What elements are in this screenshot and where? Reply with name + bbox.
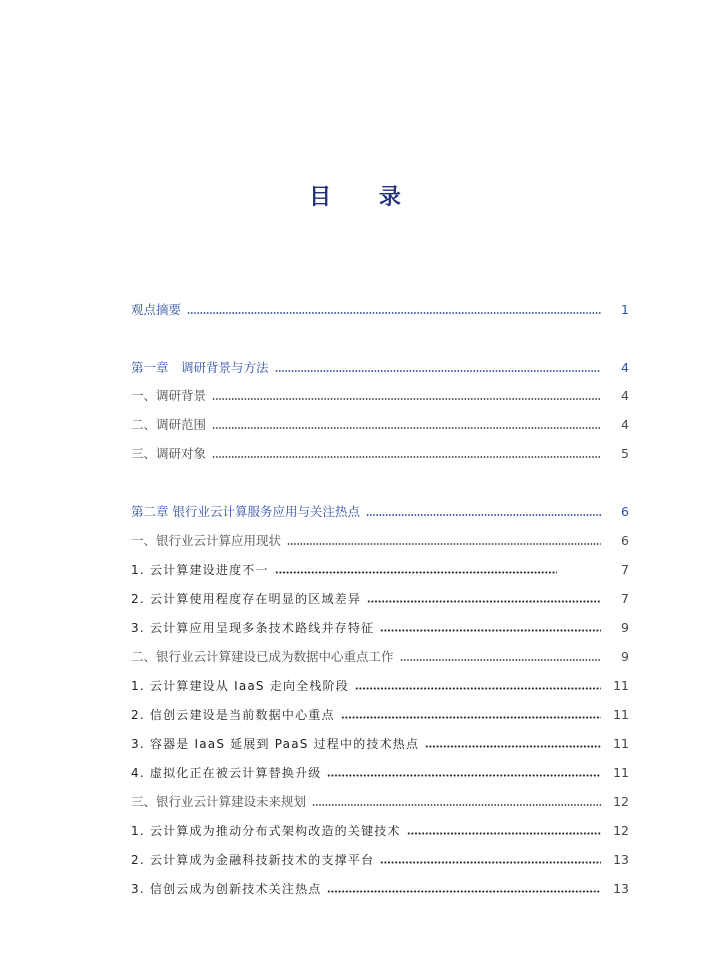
toc-entry-label: 3. 容器是 IaaS 延展到 PaaS 过程中的技术热点 <box>131 737 420 751</box>
toc-entry[interactable] <box>131 589 629 609</box>
toc-entry-label: 三、调研对象 <box>131 446 207 461</box>
toc-entry-label: 2. 云计算使用程度存在明显的区域差异 <box>131 592 362 606</box>
toc-page-number: 11 <box>613 765 629 780</box>
toc-entry-label: 2. 云计算成为金融科技新技术的支撑平台 <box>131 853 375 867</box>
toc-entry[interactable] <box>131 444 629 464</box>
toc-dot-leader <box>275 370 601 372</box>
toc-entry-label: 3. 云计算应用呈现多条技术路线并存特征 <box>131 621 375 635</box>
toc-entry[interactable] <box>131 763 629 783</box>
toc-entry-label: 第一章 调研背景与方法 <box>131 360 269 375</box>
toc-entry[interactable] <box>131 792 629 812</box>
toc-page-number: 9 <box>621 620 629 635</box>
toc-dot-leader <box>400 659 601 661</box>
toc-entry[interactable] <box>131 531 629 551</box>
toc-entry-label: 二、银行业云计算建设已成为数据中心重点工作 <box>131 649 394 664</box>
toc-entry[interactable] <box>131 821 629 841</box>
toc-page-number: 5 <box>621 446 629 461</box>
toc-entry[interactable] <box>131 879 629 899</box>
toc-page-number: 1 <box>621 302 629 317</box>
toc-dot-leader <box>312 804 601 806</box>
toc-entry[interactable] <box>131 705 629 725</box>
toc-entry-label: 三、银行业云计算建设未来规划 <box>131 794 307 809</box>
toc-page-number: 9 <box>621 649 629 664</box>
toc-dot-leader <box>327 774 601 777</box>
toc-dot-leader <box>212 398 601 400</box>
toc-dot-leader <box>407 832 601 835</box>
toc-dot-leader <box>212 427 601 429</box>
toc-page-number: 11 <box>613 707 629 722</box>
toc-entry-label: 一、银行业云计算应用现状 <box>131 533 282 548</box>
toc-entry-label: 2. 信创云建设是当前数据中心重点 <box>131 708 335 722</box>
page-title: 目 录 <box>309 184 421 210</box>
toc-dot-leader <box>327 890 601 893</box>
toc-entry[interactable] <box>131 676 629 696</box>
toc-dot-leader <box>367 600 601 603</box>
toc-entry-label: 观点摘要 <box>131 302 182 317</box>
toc-entry[interactable] <box>131 647 629 667</box>
toc-page-number: 7 <box>621 591 629 606</box>
toc-page-number: 4 <box>621 388 629 403</box>
toc-entry-label: 3. 信创云成为创新技术关注热点 <box>131 882 322 896</box>
toc-dot-leader <box>287 543 601 545</box>
toc-entry-label: 1. 云计算建设进度不一 <box>131 563 269 577</box>
toc-entry-label: 1. 云计算建设从 IaaS 走向全栈阶段 <box>131 679 349 693</box>
toc-entry-label: 1. 云计算成为推动分布式架构改造的关键技术 <box>131 824 401 838</box>
toc-entry-label: 第二章 银行业云计算服务应用与关注热点 <box>131 504 360 519</box>
toc-dot-leader <box>380 861 601 864</box>
toc-entry-label: 4. 虚拟化正在被云计算替换升级 <box>131 766 322 780</box>
toc-entry[interactable] <box>131 300 629 320</box>
toc-entry[interactable] <box>131 734 629 754</box>
toc-entry[interactable] <box>131 560 629 580</box>
toc-page-number: 12 <box>613 794 629 809</box>
toc-entry[interactable] <box>131 502 629 522</box>
toc-dot-leader <box>355 687 601 690</box>
toc-page-number: 6 <box>621 533 629 548</box>
toc-page-number: 13 <box>613 881 629 896</box>
toc-page-number: 4 <box>621 360 629 375</box>
toc-dot-leader <box>341 716 601 719</box>
toc-dot-leader <box>366 514 601 516</box>
toc-dot-leader <box>212 456 601 458</box>
toc-dot-leader <box>425 745 601 748</box>
toc-page-number: 13 <box>613 852 629 867</box>
toc-page-number: 12 <box>613 823 629 838</box>
toc-entry[interactable] <box>131 386 629 406</box>
toc-entry-label: 二、调研范围 <box>131 417 207 432</box>
toc-dot-leader <box>380 629 601 632</box>
toc-entry[interactable] <box>131 358 629 378</box>
toc-page-number: 11 <box>613 736 629 751</box>
toc-page-number: 4 <box>621 417 629 432</box>
toc-dot-leader <box>275 571 557 574</box>
toc-entry[interactable] <box>131 850 629 870</box>
toc-entry[interactable] <box>131 415 629 435</box>
toc-page-number: 11 <box>613 678 629 693</box>
toc-page-number: 7 <box>621 562 629 577</box>
toc-entry[interactable] <box>131 618 629 638</box>
toc-dot-leader <box>187 312 601 314</box>
toc-entry-label: 一、调研背景 <box>131 388 207 403</box>
toc-page-number: 6 <box>621 504 629 519</box>
